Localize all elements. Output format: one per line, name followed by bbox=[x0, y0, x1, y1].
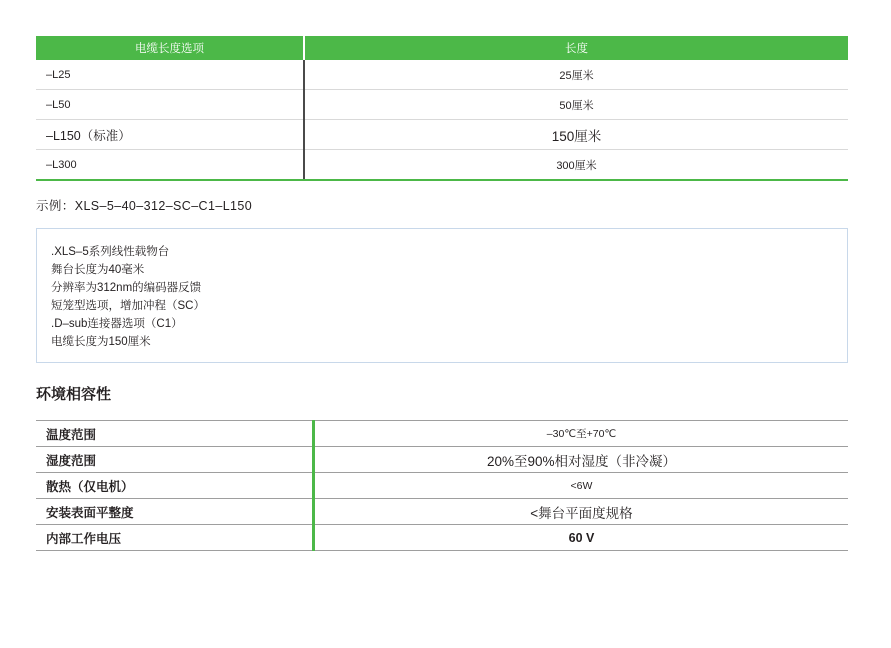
page-title: 环境相容性 bbox=[36, 386, 112, 403]
table-row bbox=[36, 421, 848, 447]
list-item: .XLS–5系列线性载物台 bbox=[51, 246, 170, 258]
cell-cable-length: 50厘米 bbox=[304, 90, 848, 120]
cable-table-body bbox=[36, 60, 848, 180]
cell-cable-option: –L150（标准） bbox=[36, 120, 304, 150]
cell-cable-length: 25厘米 bbox=[304, 60, 848, 90]
cell-cable-option: –L300 bbox=[36, 150, 304, 181]
example-part-number: 示例：XLS–5–40–312–SC–C1–L150 bbox=[36, 199, 253, 213]
cell-env-label: 安装表面平整度 bbox=[36, 499, 314, 525]
table-row bbox=[36, 473, 848, 499]
cell-cable-option: –L25 bbox=[36, 60, 304, 90]
cell-env-value: –30℃至+70℃ bbox=[314, 421, 849, 447]
table-row bbox=[36, 90, 848, 120]
cell-cable-length: 300厘米 bbox=[304, 150, 848, 181]
list-item: .D–sub连接器选项（C1） bbox=[51, 318, 183, 330]
list-item: 短笼型选项，增加冲程（SC） bbox=[51, 300, 205, 312]
cell-env-value: 20%至90%相对湿度（非冷凝） bbox=[314, 447, 849, 473]
list-item: 舞台长度为40毫米 bbox=[51, 264, 145, 276]
cell-env-value: <舞台平面度规格 bbox=[314, 499, 849, 525]
table-row bbox=[36, 150, 848, 181]
table-row bbox=[36, 120, 848, 150]
cable-table-header bbox=[36, 36, 848, 60]
cell-cable-option: –L50 bbox=[36, 90, 304, 120]
cell-env-label: 温度范围 bbox=[36, 421, 314, 447]
cell-env-value: <6W bbox=[314, 473, 849, 499]
env-table-body bbox=[36, 421, 848, 551]
column-header-cable-option: 电缆长度选项 bbox=[36, 36, 304, 60]
column-header-length: 长度 bbox=[304, 36, 848, 60]
table-row bbox=[36, 525, 848, 551]
table-row bbox=[36, 60, 848, 90]
cell-env-label: 湿度范围 bbox=[36, 447, 314, 473]
cable-length-table bbox=[36, 36, 848, 181]
cell-cable-length: 150厘米 bbox=[304, 120, 848, 150]
example-breakdown-list bbox=[37, 229, 847, 351]
table-row bbox=[36, 447, 848, 473]
environmental-compatibility-table bbox=[36, 420, 848, 551]
cell-env-label: 内部工作电压 bbox=[36, 525, 314, 551]
table-row bbox=[36, 499, 848, 525]
list-item: 电缆长度为150厘米 bbox=[51, 336, 151, 348]
cell-env-label: 散热（仅电机） bbox=[36, 473, 314, 499]
example-breakdown-box bbox=[36, 228, 848, 363]
cell-env-value: 60 V bbox=[314, 525, 849, 551]
table-header-row bbox=[36, 36, 848, 60]
list-item: 分辨率为312nm的编码器反馈 bbox=[51, 282, 202, 294]
